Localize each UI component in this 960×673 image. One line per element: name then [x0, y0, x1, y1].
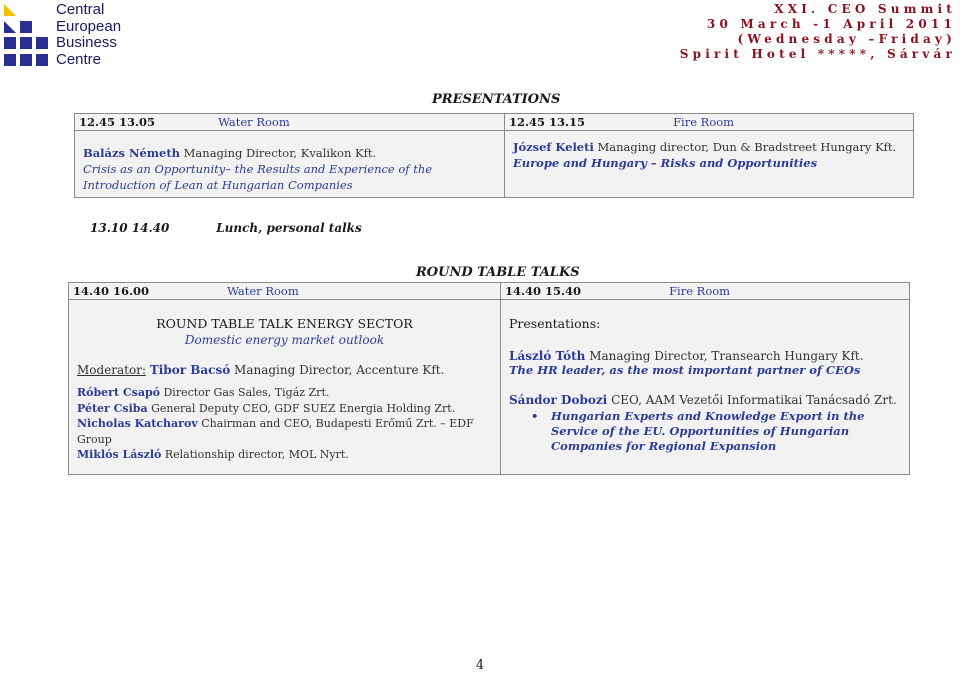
presentations-title: PRESENTATIONS	[432, 92, 561, 107]
logo-square-icon	[20, 21, 32, 33]
logo-line-2: European	[56, 17, 122, 35]
logo-line-4: Centre	[56, 50, 102, 68]
speaker-role: Managing Director, Kvalikon Kft.	[183, 146, 377, 160]
logo-square-icon	[20, 37, 32, 49]
speaker-1	[509, 349, 901, 363]
speaker-role: CEO, AAM Vezetői Informatikai Tanácsadó Zrt.	[611, 393, 897, 407]
presentations-right-header	[505, 114, 914, 131]
cebc-logo	[4, 2, 121, 68]
panel-member	[77, 385, 492, 401]
page-number: 4	[475, 658, 485, 673]
speaker-role: Managing director, Dun & Bradstreet Hungary Kft.	[597, 140, 897, 154]
panel-name: Péter Csiba	[77, 401, 148, 415]
presentation-right-cell	[505, 131, 914, 198]
room-label: Fire Room	[669, 284, 731, 298]
speaker-2-topic: • Hungarian Experts and Knowledge Export in the Service of the EU. Opportunities of Hungarian Companies for Regional Expansion	[509, 409, 901, 454]
moderator-role: Managing Director, Accenture Kft.	[234, 363, 445, 377]
round-table-right-header	[501, 283, 910, 300]
speaker-role: Managing Director, Transearch Hungary Kft.	[589, 349, 864, 363]
round-table-table	[68, 282, 910, 475]
panel-member	[77, 447, 492, 463]
presentations-heading: Presentations:	[509, 316, 601, 331]
presentation-left-cell	[75, 131, 505, 198]
logo-triangle-icon	[4, 4, 16, 16]
presentations-table	[74, 113, 914, 198]
presentations-left-header	[75, 114, 505, 131]
speaker-name: Sándor Dobozi	[509, 393, 608, 407]
summit-header	[680, 2, 956, 62]
round-table-right-cell	[501, 300, 910, 475]
panel-role: Relationship director, MOL Nyrt.	[164, 448, 349, 461]
panel-list	[77, 385, 492, 463]
summit-title: XXI. CEO Summit	[774, 2, 956, 16]
logo-line-3: Business	[56, 34, 117, 52]
time-slot: 14.40 16.00	[73, 284, 150, 298]
logo-triangle-icon	[4, 21, 16, 33]
panel-name: Miklós László	[77, 448, 162, 461]
logo-square-icon	[36, 37, 48, 49]
round-table-left-header	[69, 283, 501, 300]
lunch-row	[90, 221, 362, 235]
moderator-line	[77, 363, 492, 377]
room-label: Fire Room	[673, 115, 735, 129]
time-slot: 14.40 15.40	[505, 284, 582, 298]
lunch-label: Lunch, personal talks	[216, 221, 362, 235]
time-slot: 12.45 13.15	[509, 115, 586, 129]
speaker-name: Balázs Németh	[83, 146, 180, 160]
panel-role: General Deputy CEO, GDF SUEZ Energia Holding Zrt.	[151, 401, 456, 415]
speaker-1-topic: The HR leader, as the most important partner of CEOs	[509, 363, 861, 377]
panel-member	[77, 416, 492, 447]
logo-square-icon	[4, 37, 16, 49]
panel-role: Chairman and CEO, Budapesti Erőmű Zrt. – EDF Group	[77, 417, 474, 446]
speaker-2	[509, 393, 901, 407]
logo-square-icon	[36, 54, 48, 66]
moderator-name: Tibor Bacsó	[149, 363, 231, 377]
summit-venue: Spirit Hotel *****, Sárvár	[679, 47, 956, 61]
speaker-name: József Keleti	[513, 140, 594, 154]
round-table-title: ROUND TABLE TALKS	[416, 265, 580, 280]
presentation-topic: Europe and Hungary – Risks and Opportunities	[513, 156, 818, 170]
speaker-name: László Tóth	[509, 349, 586, 363]
logo-square-icon	[4, 54, 16, 66]
room-label: Water Room	[218, 115, 290, 129]
moderator-label: Moderator:	[77, 363, 147, 377]
time-slot: 12.45 13.05	[79, 115, 156, 129]
panel-name: Nicholas Katcharov	[77, 417, 198, 430]
room-label: Water Room	[227, 284, 299, 298]
panel-name: Róbert Csapó	[77, 386, 160, 399]
round-table-left-cell	[69, 300, 501, 475]
logo-line-1: Central	[56, 1, 105, 19]
panel-member	[77, 401, 492, 417]
round-table-heading: ROUND TABLE TALK ENERGY SECTOR	[156, 316, 413, 331]
summit-dates: 30 March -1 April 2011	[706, 17, 956, 31]
logo-square-icon	[20, 54, 32, 66]
round-table-subheading: Domestic energy market outlook	[184, 333, 385, 347]
lunch-time: 13.10 14.40	[90, 221, 170, 235]
summit-days: (Wednesday –Friday)	[737, 32, 956, 46]
panel-role: Director Gas Sales, Tigáz Zrt.	[163, 386, 330, 399]
presentation-topic: Crisis as an Opportunity– the Results and Experience of the Introduction of Lean at Hungarian Companies	[83, 162, 433, 192]
